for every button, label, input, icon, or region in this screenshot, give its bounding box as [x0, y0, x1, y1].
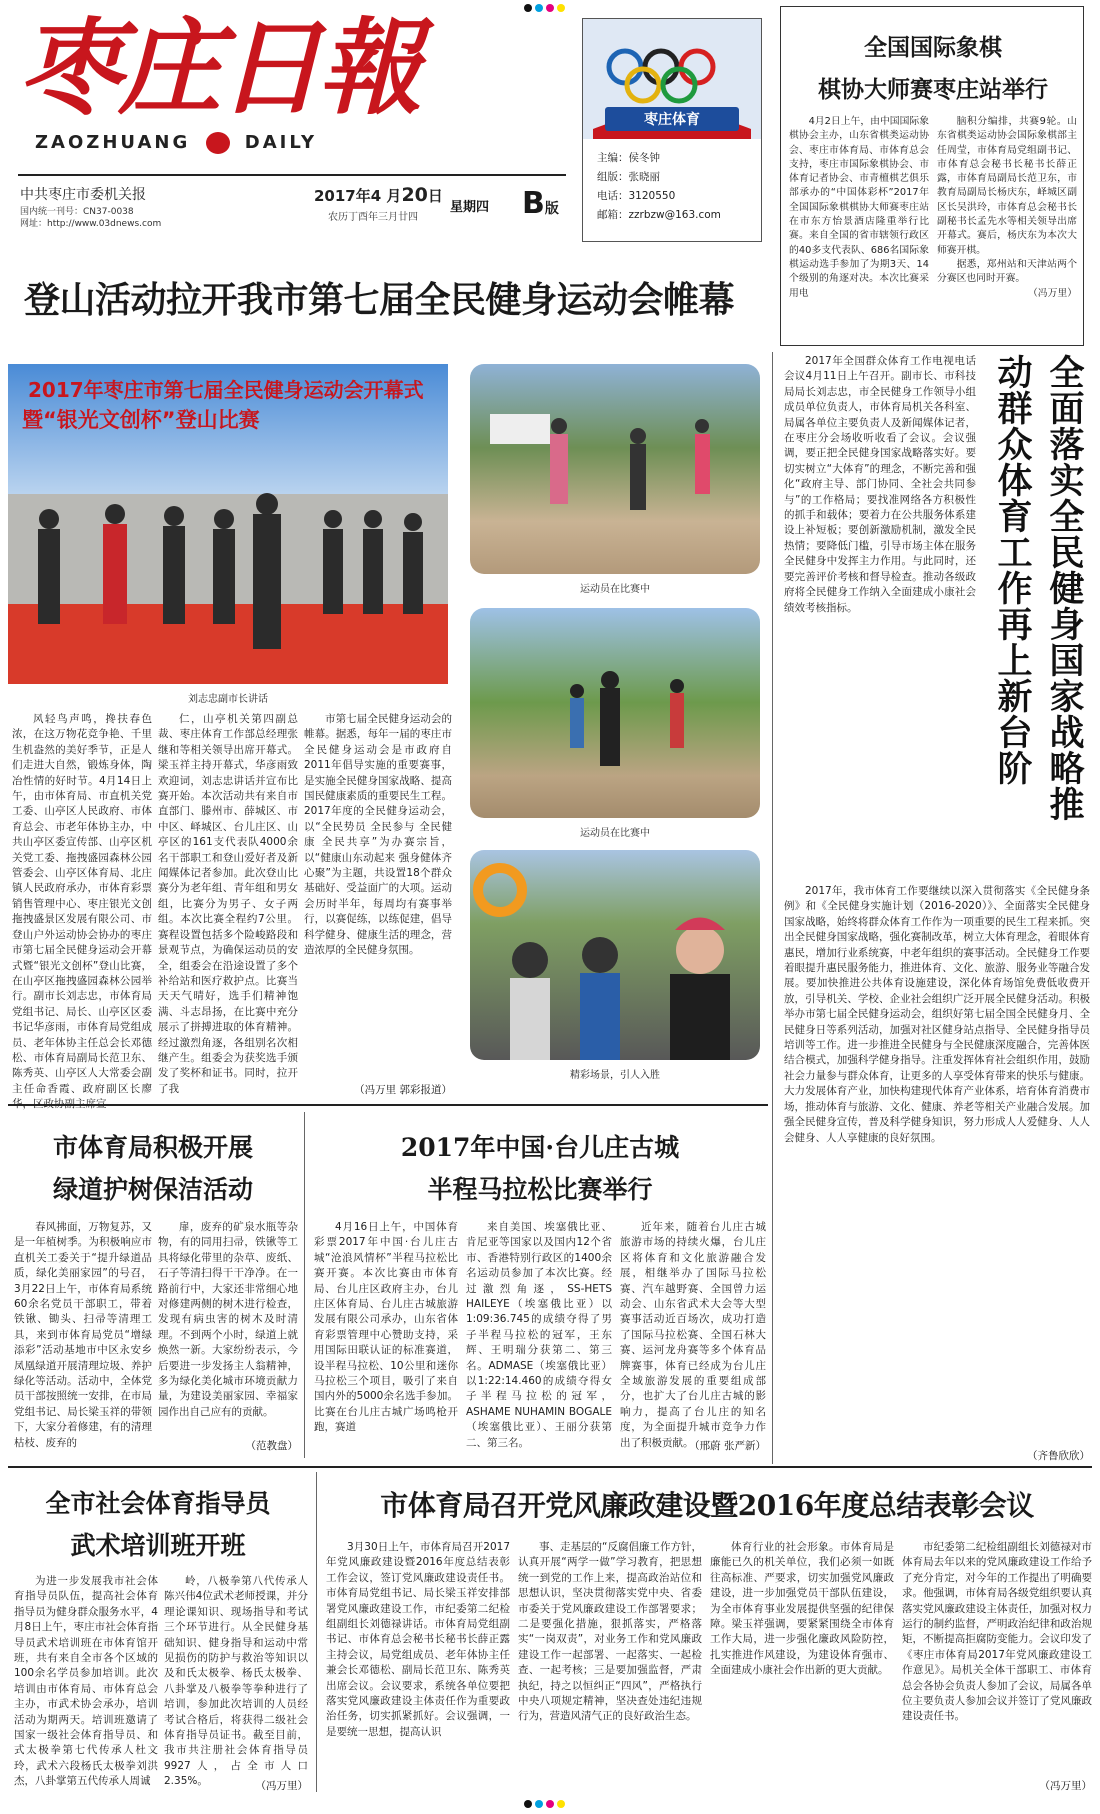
- main-headline: 登山活动拉开我市第七届全民健身运动会帷幕: [23, 279, 734, 321]
- masthead-title: 枣庄日報: [18, 6, 419, 129]
- party-col-2: [518, 1540, 702, 1790]
- photo-runners-1: [470, 364, 760, 574]
- edition: [522, 186, 559, 221]
- date-month-label: 月: [386, 187, 402, 205]
- marathon-title-1: 2017年中国·台儿庄古城: [400, 1133, 680, 1162]
- masthead-org: 中共枣庄市委机关报: [20, 187, 146, 203]
- edition-suffix: 版: [544, 201, 559, 217]
- main-col-1: [12, 712, 152, 1096]
- party-text-1: 3月30日上午，市体育局召开2017年党风廉政建设暨2016年度总结表彰工作会议，签订党风廉政建设责任书。市体育局党组书记、局长梁玉祥安排部署党风廉政建设工作，市纪委第二纪检组副组长刘德禄讲话。市体育局党组副书记、市体育总会秘书长秘书长薛正露主持会议，局党组成员、老年体协主任兼会长邓德松、副局长范卫东、陈秀英出席会议。会议要求，系统各单位要把落实党风廉政建设主体责任作为重要政治任务，切实抓紧抓好。会议强调，一是要统一思想，提高认识: [326, 1541, 510, 1738]
- section-phone: 电话：3120550: [597, 190, 676, 202]
- banner-line-1: 2017年枣庄市第七届全民健身运动会开幕式: [28, 378, 424, 402]
- main-col-3: [304, 712, 452, 1080]
- date-year: 2017年4: [314, 187, 382, 205]
- banner-line-2: 暨“银光文创杯”登山比赛: [22, 408, 260, 432]
- section-name: 枣庄体育: [605, 107, 739, 131]
- greenway-byline: （范教盘）: [245, 1440, 298, 1452]
- wushu-title-2: 武术培训班开班: [70, 1531, 246, 1560]
- feature-text-2: 2017年，我市体育工作要继续以深入贯彻落实《全民健身条例》和《全民健身实施计划（2016-2020）》、全面落实全民健身国家战略，始终将群众体育工作作为一项重要的民生工程来抓。突出全民健身国家战略，强化赛制改革，树立大体育理念，着眼体育惠民，增加行业系统赛，中老年组织的赛事活动。全民健身工作要着眼提升惠民服务能力，推进体育、文化、旅游、服务业等融合发展。要加快推进公共体育设施建设，深化体育场馆免费低收费开放，引导机关、学校、企业社会组织广泛开展全民健身活动。积极举办市第七届全民健身运动会，组织好第七届全国全民健身月、全民健身日等系列活动，加强对社区健身站点指导、全民健身指导员培训等工作。进一步推进全民健身与全民健康深度融合，完善体医结合模式，加强科学健身指导。注重发挥体育社会组织作用，鼓励社会力量参与群众体育，让更多的人享受体育带来的快乐与健康。大力发展体育产业，加快构建现代体育产业体系，培育体育消费市场，推动体育与旅游、文化、健康、养老等相关产业融合发展。加强全民健身宣传，普及科学健身知识，努力形成人人爱健身、人人会健身、人人享健康的良好氛围。: [784, 885, 1090, 1144]
- marathon-text-2: 来自美国、埃塞俄比亚、肯尼亚等国家以及国内12个省市、香港特别行政区的1400余名运动员参加了本次比赛。经过激烈角逐，SS-HETS HAILEYE（埃塞俄比亚）以1:09:36.745的成绩夺得了男子半程马拉松的冠军，王东辉、王明瑞分获第二、第三名。ADMASE（埃塞俄比亚）以1:22:14.460的成绩夺得女子半程马拉松的冠军，ASHAME NUHAMIN BOGALE（埃塞俄比亚）、王丽分获第二、第三名。: [466, 1221, 612, 1449]
- party-col-4: [902, 1540, 1092, 1774]
- main-col-2: [158, 712, 298, 1096]
- photo-crowd: [470, 850, 760, 1060]
- greenway-text-1: 春风拂面，万物复苏，又是一年植树季。为积极响应市直机关工委关于“提升绿道品质，绿化美丽家园”的号召，3月22日上午，市体育局系统60余名党员干部职工，带着铁锹、锄头、扫帚等清理工具，来到市体育局党员“增绿添彩”活动基地市中区永安乡凤凰绿道开展清理垃圾、养护绿化等活动。活动中，全体党员干部按照统一安排，在市局党组书记、局长梁玉祥的带领下，大家分着修建，有的清理枯枝、废弃的: [14, 1221, 152, 1449]
- main-text-2: 仁，山亭机关第四副总裁、枣庄体育工作部总经理张继和等相关领导出席开幕式。梁玉祥主持开幕式，华彦雨致欢迎词，刘志忠讲话并宣布比赛开始。本次活动共有来自市直部门、滕州市、薛城区、市中区、峄城区、台儿庄区、山亭区的161支代表队4000余名干部职工和登山爱好者及新闻媒体记者参加。此次登山比赛分为老年组、青年组和男女组，比赛分为男子、女子两组。本次比赛全程约7公里。赛程设置包括多个险峻路段和景观节点，为确保运动员的安全，组委会在沿途设置了多个补给站和医疗救护点。比赛当天天气晴好，选手们精神饱满、斗志昂扬，在比赛中充分展示了拼搏进取的体育精神。经过激烈角逐，各组别名次相继产生。组委会为获奖选手颁发了奖杯和证书。同时，拉开了我: [158, 713, 298, 1095]
- section-editor: 主编：侯冬钟: [597, 152, 660, 164]
- masthead-code: 国内统一刊号：CN37-0038: [20, 207, 134, 217]
- marathon-byline: （邢蔚 张严新）: [689, 1440, 766, 1452]
- chess-text-2: 脑积分编排，共赛9轮。山东省棋类运动协会国际象棋部主任周莹，市体育局党组副书记、市体育总会秘书长秘书长薛正露，市体育局副局长范卫东，市教育局副局长杨庆东，峄城区副区长吴洪玲，市体育总会秘书长副秘书长孟先水等相关领导出席开幕式。赛后，杨庆东为本次大师赛开棋。: [937, 116, 1077, 256]
- chess-title-1: 全国国际象棋: [864, 34, 1002, 61]
- feature-wide: [784, 884, 1090, 1448]
- section-email: 邮箱：zzrbzw@163.com: [597, 209, 721, 221]
- date-day-label: 日: [427, 187, 443, 205]
- masthead-en-right: DAILY: [244, 132, 318, 153]
- logo-icon: [206, 132, 230, 154]
- main-text-1: 风轻鸟声鸣，搀扶春色浓，在这万物花竞争艳、千里生机盎然的美好季节，正是人们走进大自然，锻炼身体，陶冶性情的好时节。4月14日上午，由市体育局、市直机关党工委、山亭区人民政府、市体育总会、市老年体协主办，中共山亭区委宣传部、山亭区机关党工委、拖拽盛园森林公园管委会、山亭区体育局、北庄镇人民政府承办，市体育彩票销售管理中心、枣庄银光文创拖拽盛景区发展有限公司、市登山户外运动协会协办的枣庄市第七届全民健身运动会开幕式暨“银光文创杯”登山比赛，在山亭区拖拽盛园森林公园举行。副市长刘志忠，市体育局党组书记、局长、山亭区区委书记华彦雨，市体育局党组成员、老年体协主任总会长邓德松、市体育局副局长范卫东、陈秀英、山亭区人大常委会副主任命香霞、政府副区长廖: [12, 713, 152, 1095]
- wushu-byline: （冯万里）: [255, 1780, 308, 1792]
- wushu-text-2: 岭，八极拳第八代传承人陈兴伟4位武术老师授课，并分理论课知识、现场指导和考试三个环节进行。从全民健身基础知识、健身指导和运动中常见损伤的防护与救治等知识以及和氏太极拳、杨氏太极拳、八卦掌及八极拳等拳种进行了培训，参加此次培训的人员经考试合格后，将获得二级社会体育指导员证书。截至目前，我市共注册社会体育指导员9927人，占全市人口2.35%。: [164, 1575, 308, 1788]
- marathon-col-2: [466, 1220, 612, 1452]
- caption-runners-2: 运动员在比赛中: [580, 828, 650, 839]
- ceremony-figures: [8, 484, 448, 684]
- party-text-3: 体育行业的社会形象。市体育局是廉能已久的机关单位，我们必须一如既往高标准、严要求，切实加强党风廉政建设，进一步加强党员干部队伍建设，为全市体育事业发展提供坚强的纪律保障。梁玉祥强调，要紧紧围绕全市体育工作大局，进一步强化廉政风险防控，扎实推进作风建设，为建设体育强市、全面建成小康社会作出新的更大贡献。: [710, 1541, 894, 1677]
- chess-text-2b: 据悉，郑州站和天津站两个分赛区也同时开赛。: [937, 258, 1077, 285]
- feature-col: [784, 354, 976, 882]
- main-photo-ceremony: [8, 364, 448, 684]
- chess-title-2: 棋协大师赛枣庄站举行: [818, 76, 1048, 103]
- wushu-title-1: 全市社会体育指导员: [45, 1489, 271, 1518]
- feature-title: 全面落实全民健身国家战略推动群众体育工作再上新台阶: [992, 354, 1084, 822]
- chess-col-1: [789, 115, 929, 337]
- lunar-date: 农历丁酉年三月廿四: [328, 212, 418, 223]
- party-text-2: 事、走基层的“反腐倡廉工作方针，认真开展“两学一做”学习教育，把思想统一到党的工作上来，提高政治站位和思想认识，坚决贯彻落实党中央、省委市委关于党风廉政建设工作部署要求；二是要强化措施，狠抓落实，严格落实“一岗双责”，对业务工作和党风廉政建设工作一起部署、一起落实、一起检查、一起考核；三是要加强监督，严肃执纪，持之以恒纠正“四风”，严格执行中央八项规定精神，坚决查处违纪违规行为，营造风清气正的良好政治生态。: [518, 1541, 702, 1723]
- crowd-figures: [470, 850, 760, 1060]
- color-dots-bottom: [524, 1800, 565, 1808]
- wushu-col-1: [14, 1574, 158, 1790]
- greenway-col-1: [14, 1220, 152, 1452]
- marathon-text-1: 4月16日上午，中国体育彩票2017年中国·台儿庄古城“沧浪风情杯”半程马拉松比赛开赛。本次比赛由市体育局、台儿庄区政府主办，台儿庄区体育局、台儿庄古城旅游发展有限公司承办，山东省体育彩票管理中心赞助支持，采用国际田联认证的标准赛道，设半程马拉松、10公里和迷你马拉松三个项目，吸引了来自国内外的5000余名选手参加。比赛在台儿庄古城广场鸣枪开跑，赛道: [314, 1221, 458, 1434]
- party-text-4: 市纪委第二纪检组副组长刘德禄对市体育局去年以来的党风廉政建设工作给予了充分肯定，对今年的工作提出了明确要求。他强调，市体育局各级党组织要认真落实党风廉政建设主体责任，加强对权力运行的制约监督，严明政治纪律和政治规矩，不断提高拒腐防变能力。会议印发了《枣庄市体育局2017年党风廉政建设工作意见》。局机关全体干部职工、市体育总会各协会负责人参加了会议，局属各单位主要负责人参加会议并签订了党风廉政建设责任书。: [902, 1541, 1092, 1723]
- marathon-col-1: [314, 1220, 458, 1452]
- party-title: 市体育局召开党风廉政建设暨2016年度总结表彰会议: [380, 1489, 1034, 1522]
- main-byline: （冯万里 郭彩报道）: [354, 1084, 452, 1096]
- chess-article: [780, 6, 1084, 346]
- party-col-1: [326, 1540, 510, 1790]
- greenway-col-2: [158, 1220, 298, 1436]
- caption-ceremony: 刘志忠副市长讲话: [188, 694, 268, 705]
- wushu-text-1: 为进一步发展我市社会体育指导员队伍，提高社会体育指导员为健身群众服务水平，4月8日上午，枣庄市社会体育指导员武术培训班在市体育馆开班，共有来自全市各个区域的100余名学员参加培训。此次培训由市体育局、市体育总会主办，市武术协会承办，培训活动为期两天。培训班邀请了国家一级社会体育指导员、和式太极拳第七代传承人杜文玲，武术六段杨氏太极拳刘洪杰，八卦掌第五代传承人周诚: [14, 1575, 158, 1788]
- chess-text-1: 4月2日上午，由中国国际象棋协会主办，山东省棋类运动协会、枣庄市体育局、市体育总会支持，枣庄市国际象棋协会、市体育记者协会、市青檀棋艺俱乐部承办的“中国体彩杯”2017年全国国际象棋棋协大师赛枣庄站在市东方怡景酒店隆重举行比赛。来自全国的省市辖领行政区的40多支代表队、686名国际象棋运动选手参加了为期3天、14个级别的角逐对决。本次比赛采用电: [789, 116, 929, 299]
- date-day: 20: [401, 184, 428, 206]
- party-byline: （冯万里）: [1039, 1780, 1092, 1792]
- marathon-title-2: 半程马拉松比赛举行: [427, 1175, 653, 1204]
- caption-crowd: 精彩场景，引人入胜: [570, 1070, 660, 1081]
- color-dots-top: [524, 4, 565, 12]
- greenway-text-2: 扉，废弃的矿泉水瓶等杂物，有的同用扫帚，铁锹等工具将绿化带里的杂草、废纸、石子等清扫得干干净净。在一路前行中，大家还非常细心地对修建两侧的树木进行检查，发现有病虫害的树木及时清理。不到两个小时，绿道上就焕然一新。大家纷纷表示，今后要进一步发扬主人翁精神，多为绿化美化城市环境贡献力量，为建设美丽家园、幸福家园作出自己应有的贡献。: [158, 1221, 298, 1418]
- section-box: [582, 18, 762, 242]
- chess-col-2: [937, 115, 1077, 337]
- photo-runners-2: [470, 608, 760, 818]
- feature-text-1: 2017年全国群众体育工作电视电话会议4月11日上午召开。副市长、市科技局局长刘志忠，市全民健身工作领导小组成员单位负责人，市体育局机关各科室、局属各单位主要负责人及新闻媒体记者，在枣庄分会场收听收看了会议。会议强调，要正把全民健身国家战略落实好。要切实树立“大体育”的理念，不断完善和强化“政府主导、部门协同、全社会共同参与”的工作格局；要找准网络各方积极性的抓手和载体；要着力在公共服务体系建设上补短板；要创新激励机制，激发全民热情；要降低门槛，引导市场主体在服务全民健身中发挥主力作用。与此同时，还要完善评价考核和督导检查。推动各级政府将全民健身工作纳入全面建成小康社会绩效考核指标。: [784, 355, 976, 614]
- masthead-en: [35, 132, 317, 154]
- feature-byline: （齐鲁欣欣）: [1027, 1450, 1090, 1462]
- edition-letter: B: [522, 186, 545, 221]
- issue-date: [314, 184, 443, 206]
- main-text-3: 市第七届全民健身运动会的帷幕。据悉，每年一届的枣庄市全民健身运动会是市政府自2011年倡导实施的重要赛事，是实施全民健身国家战略、提高国民健康素质的重要民生工程。2017年度的全民健身运动会，以“全民势员 全民参与 全民健康 全民共享”为办赛宗旨，以“健康山东动起来 强身健体齐心聚”为主题，共设置18个群众基础好、受益面广的大项。运动会历时半年，每周均有赛事举行，以赛促练，以练促建，倡导科学健身、健康生活的理念，营造浓厚的全民健身氛围。: [304, 713, 452, 957]
- caption-runners-1: 运动员在比赛中: [580, 584, 650, 595]
- section-layout: 组版：张晓丽: [597, 171, 660, 183]
- marathon-text-3: 近年来，随着台儿庄古城旅游市场的持续火爆，台儿庄区将体育和文化旅游融合发展，相继举办了国际马拉松赛、汽车越野赛、全国曾力运动会、山东省武术大会等大型赛事活动近百场次，成功打造了国际马拉松赛、全国石林大赛、运河龙舟赛等多个体育品牌赛事，体育已经成为台儿庄全域旅游发展的重要组成部分，也扩大了台儿庄古城的影响力，提高了台儿庄的知名度，为全面提升城市竞争力作出了积极贡献。: [620, 1221, 766, 1449]
- masthead-en-left: ZAOZHUANG: [35, 132, 191, 153]
- party-col-3: [710, 1540, 894, 1790]
- weekday: 星期四: [450, 200, 490, 215]
- runners-figures-2: [470, 608, 760, 818]
- chess-byline: （冯万里）: [1028, 287, 1077, 299]
- greenway-title-2: 绿道护树保洁活动: [52, 1175, 253, 1204]
- greenway-title-1: 市体育局积极开展: [52, 1133, 253, 1162]
- runners-figures-1: [470, 364, 760, 574]
- masthead-site: 网址：http://www.03dnews.com: [20, 219, 162, 229]
